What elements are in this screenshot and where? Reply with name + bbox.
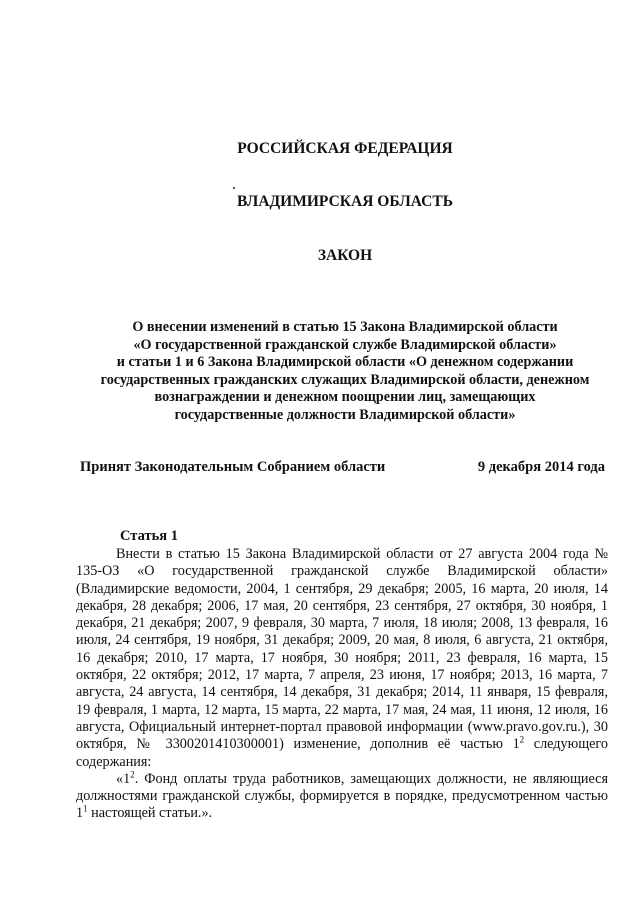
law-title-line: «О государственной гражданской службе Владимирской области» xyxy=(133,336,557,353)
law-title-line: О внесении изменений в статью 15 Закона Владимирской области xyxy=(132,319,558,335)
law-title xyxy=(40,319,640,425)
adoption-date: 9 декабря 2014 года xyxy=(477,459,605,475)
paragraph2-mid: . Фонд оплаты труда работников, замещающих должности, не являющиеся должностями гражданской службы, формируется в порядке, предусмотренном частью 1 xyxy=(76,770,608,822)
header-doc-type: ЗАКОН xyxy=(317,247,373,264)
paragraph1-text: Внести в статью 15 Закона Владимирской области от 27 августа 2004 года № 135-ОЗ «О государственной гражданской службе Владимирской области» (Владимирские ведомости, 2004, 1 сентября, 29 декабря; 2005, 16 марта, 20 июля, 14 декабря, 28 декабря; 2006, 17 мая, 20 сентября, 23 сентября, 27 октября, 30 ноября, 1 декабря, 21 декабря; 2007, 9 февраля, 30 марта, 7 июля, 18 июля; 2008, 13 февраля, 16 июля, 24 сентября, 19 ноября, 31 декабря; 2009, 20 мая, 8 июля, 6 августа, 21 октября, 16 декабря; 2010, 17 марта, 17 ноября, 30 ноября; 2011, 23 февраля, 16 марта, 15 октября, 22 октября; 2012, 17 марта, 7 апреля, 23 июня, 17 ноября; 2013, 16 марта, 7 августа, 24 августа, 14 сентября, 14 декабря, 31 декабря; 2014, 11 января, 15 февраля, 19 февраля, 1 марта, 12 марта, 15 марта, 22 марта, 17 мая, 24 мая, 11 июня, 12 июля, 16 августа, Официальный интернет-портал правовой информации (www.pravo.gov.ru.), 30 октября, № 3300201410300001) изменение, дополнив её частью 1 xyxy=(76,546,608,753)
adopted-by: Принят Законодательным Собранием области xyxy=(80,459,386,475)
superscript: 2 xyxy=(519,734,525,745)
article-paragraph xyxy=(76,546,608,771)
header-region: ВЛАДИМИРСКАЯ ОБЛАСТЬ xyxy=(237,193,453,210)
paragraph2-start: «1 xyxy=(116,770,131,787)
law-title-line: и статьи 1 и 6 Закона Владимирской области «О денежном содержании xyxy=(116,354,574,371)
paragraph2-end: настоящей статьи.». xyxy=(87,805,213,822)
law-title-line: вознаграждении и денежном поощрении лиц, замещающих xyxy=(154,389,536,406)
law-title-line: государственные должности Владимирской области» xyxy=(174,406,516,423)
article-body xyxy=(76,546,608,823)
superscript: 1 xyxy=(83,803,88,814)
superscript: 2 xyxy=(130,769,135,780)
scan-speck xyxy=(233,187,235,189)
article-title: Статья 1 xyxy=(120,528,178,544)
paragraph1-end: следующего содержания: xyxy=(76,736,608,770)
header-country: РОССИЙСКАЯ ФЕДЕРАЦИЯ xyxy=(237,140,453,157)
law-title-line: государственных гражданских служащих Владимирской области, денежном xyxy=(100,371,590,388)
article-paragraph xyxy=(76,771,608,823)
